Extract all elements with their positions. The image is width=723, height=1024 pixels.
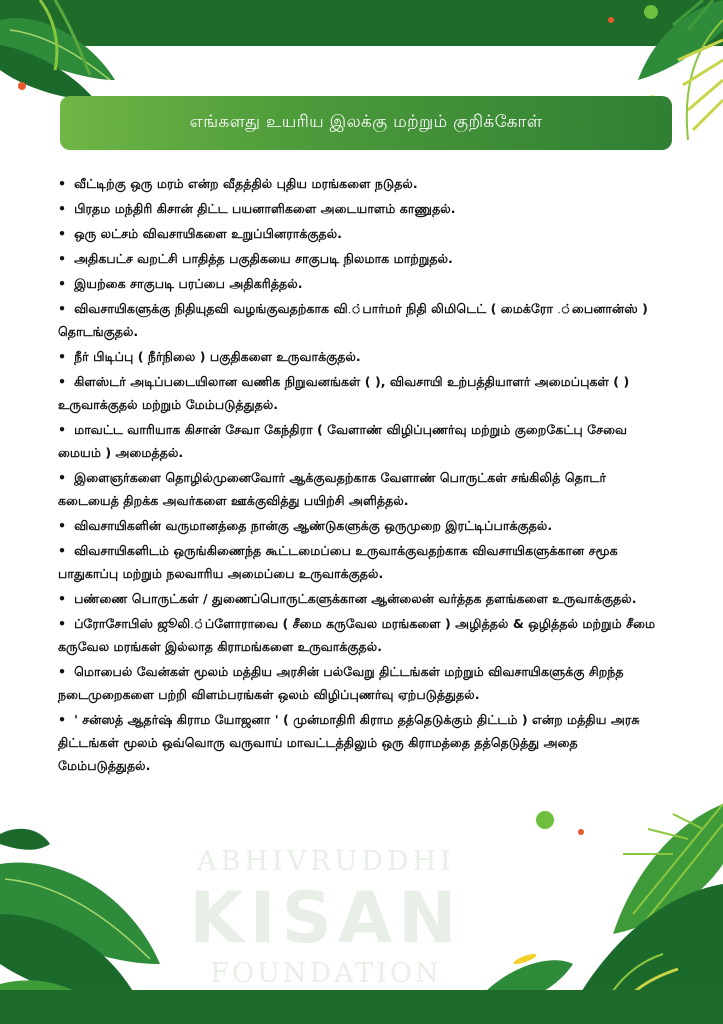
list-item	[58, 297, 670, 343]
list-item	[58, 539, 670, 585]
list-item-text: பிரதம மந்திரி கிசான் திட்ட பயனாளிகளை அடையாளம் காணுதல்.	[74, 201, 456, 216]
list-item	[58, 247, 670, 270]
watermark-line-1: ABHIVRUDDHI	[197, 846, 455, 877]
list-item	[58, 660, 670, 706]
page-title-banner	[60, 96, 672, 150]
bullet-icon: •	[58, 374, 67, 389]
bullet-icon: •	[58, 301, 67, 316]
list-item	[58, 708, 670, 777]
list-item	[58, 345, 670, 368]
list-item	[58, 272, 670, 295]
bullet-icon: •	[58, 712, 67, 727]
bullet-icon: •	[58, 349, 67, 364]
list-item	[58, 222, 670, 245]
watermark-line-3: FOUNDATION	[210, 958, 442, 989]
bullet-icon: •	[58, 470, 67, 485]
list-item-text: பண்ணை பொருட்கள் / துணைப்பொருட்களுக்கான ஆன்லைன் வர்த்தக தளங்களை உருவாக்குதல்.	[74, 591, 637, 606]
list-item	[58, 514, 670, 537]
list-item-text: விவசாயிகளுக்கு நிதியுதவி வழங்குவதற்காக வி.்பார்மர் நிதி லிமிடெட் ( மைக்ரோ .்பைனான்ஸ் ) தொடங்குதல்.	[58, 301, 648, 339]
list-item	[58, 197, 670, 220]
watermark-line-2: KISAN	[189, 877, 463, 959]
bottom-green-band	[0, 990, 723, 1024]
list-item	[58, 172, 670, 195]
list-item-text: அதிகபட்ச வறட்சி பாதித்த பகுதிகயை சாகுபடி நிலமாக மாற்றுதல்.	[74, 251, 453, 266]
page-title: எங்களது உயரிய இலக்கு மற்றும் குறிக்கோள்	[189, 112, 543, 132]
list-item-text: ஒரு லட்சம் விவசாயிகளை உறுப்பினராக்குதல்.	[74, 226, 342, 241]
bullet-icon: •	[58, 226, 67, 241]
list-item-text: விவசாயிகளிடம் ஒருங்கிணைந்த கூட்டமைப்பை உருவாக்குவதற்காக விவசாயிகளுக்கான சமூக பாதுகாப்பு மற்றும் நலவாரிய அமைப்பை உருவாக்குதல்.	[58, 543, 618, 581]
list-item-text: இளைஞர்களை தொழில்முனைவோர் ஆக்குவதற்காக வேளாண் பொருட்கள் சங்கிலித் தொடர் கடையைத் திறக்க அவர்களை ஊக்குவித்து பயிற்சி அளித்தல்.	[58, 470, 607, 508]
list-item-text: ப்ரோசோபிஸ் ஜூலி.்ப்ளோராவை ( சீமை கருவேல மரங்களை ) அழித்தல் & ஒழித்தல் மற்றும் சீமை கருவேல மரங்கள் இல்லாத கிராமங்களை உருவாக்குதல்.	[58, 616, 656, 654]
list-item-text: கிளஸ்டர் அடிப்படையிலான வணிக நிறுவனங்கள் ( ), விவசாயி உற்பத்தியாளர் அமைப்புகள் ( ) உருவாக்குதல் மற்றும் மேம்படுத்துதல்.	[58, 374, 630, 412]
bullet-icon: •	[58, 591, 67, 606]
bullet-icon: •	[58, 543, 67, 558]
bullet-icon: •	[58, 176, 67, 191]
goals-list	[58, 172, 670, 779]
list-item	[58, 418, 670, 464]
list-item	[58, 612, 670, 658]
list-item-text: நீர் பிடிப்பு ( நீர்நிலை ) பகுதிகளை உருவாக்குதல்.	[74, 349, 361, 364]
bullet-icon: •	[58, 518, 67, 533]
bullet-icon: •	[58, 201, 67, 216]
bullet-icon: •	[58, 251, 67, 266]
bullet-icon: •	[58, 664, 67, 679]
list-item	[58, 466, 670, 512]
list-item-text: மாவட்ட வாரியாக கிசான் சேவா கேந்திரா ( வேளாண் விழிப்புணர்வு மற்றும் குறைகேட்பு சேவை மையம் ) அமைத்தல்.	[58, 422, 628, 460]
list-item-text: வீட்டிற்கு ஒரு மரம் என்ற வீதத்தில் புதிய மரங்களை நடுதல்.	[74, 176, 418, 191]
list-item	[58, 370, 670, 416]
foundation-watermark	[176, 842, 476, 994]
list-item	[58, 587, 670, 610]
leaf-decoration-top-left	[0, 0, 130, 110]
bullet-icon: •	[58, 616, 67, 631]
list-item-text: ' சன்ஸத் ஆதர்ஷ் கிராம யோஜனா ' ( முன்மாதிரி கிராம தத்தெடுக்கும் திட்டம் ) என்ற மத்திய அரசு திட்டங்கள் மூலம் ஒவ்வொரு வருவாய் மாவட்டத்திலும் ஒரு கிராமத்தை தத்தெடுத்து அதை மேம்படுத்துதல்.	[58, 712, 640, 773]
list-item-text: இயற்கை சாகுபடி பரப்பை அதிகரித்தல்.	[74, 276, 303, 291]
bullet-icon: •	[58, 422, 67, 437]
bullet-icon: •	[58, 276, 67, 291]
list-item-text: விவசாயிகளின் வருமானத்தை நான்கு ஆண்டுகளுக்கு ஒருமுறை இரட்டிப்பாக்குதல்.	[74, 518, 553, 533]
list-item-text: மொபைல் வேன்கள் மூலம் மத்திய அரசின் பல்வேறு திட்டங்கள் மற்றும் விவசாயிகளுக்கு சிறந்த நடைமுறைகளை பற்றி விளம்பரங்கள் ஒலம் விழிப்புணர்வு ஏற்படுத்துதல்.	[58, 664, 624, 702]
